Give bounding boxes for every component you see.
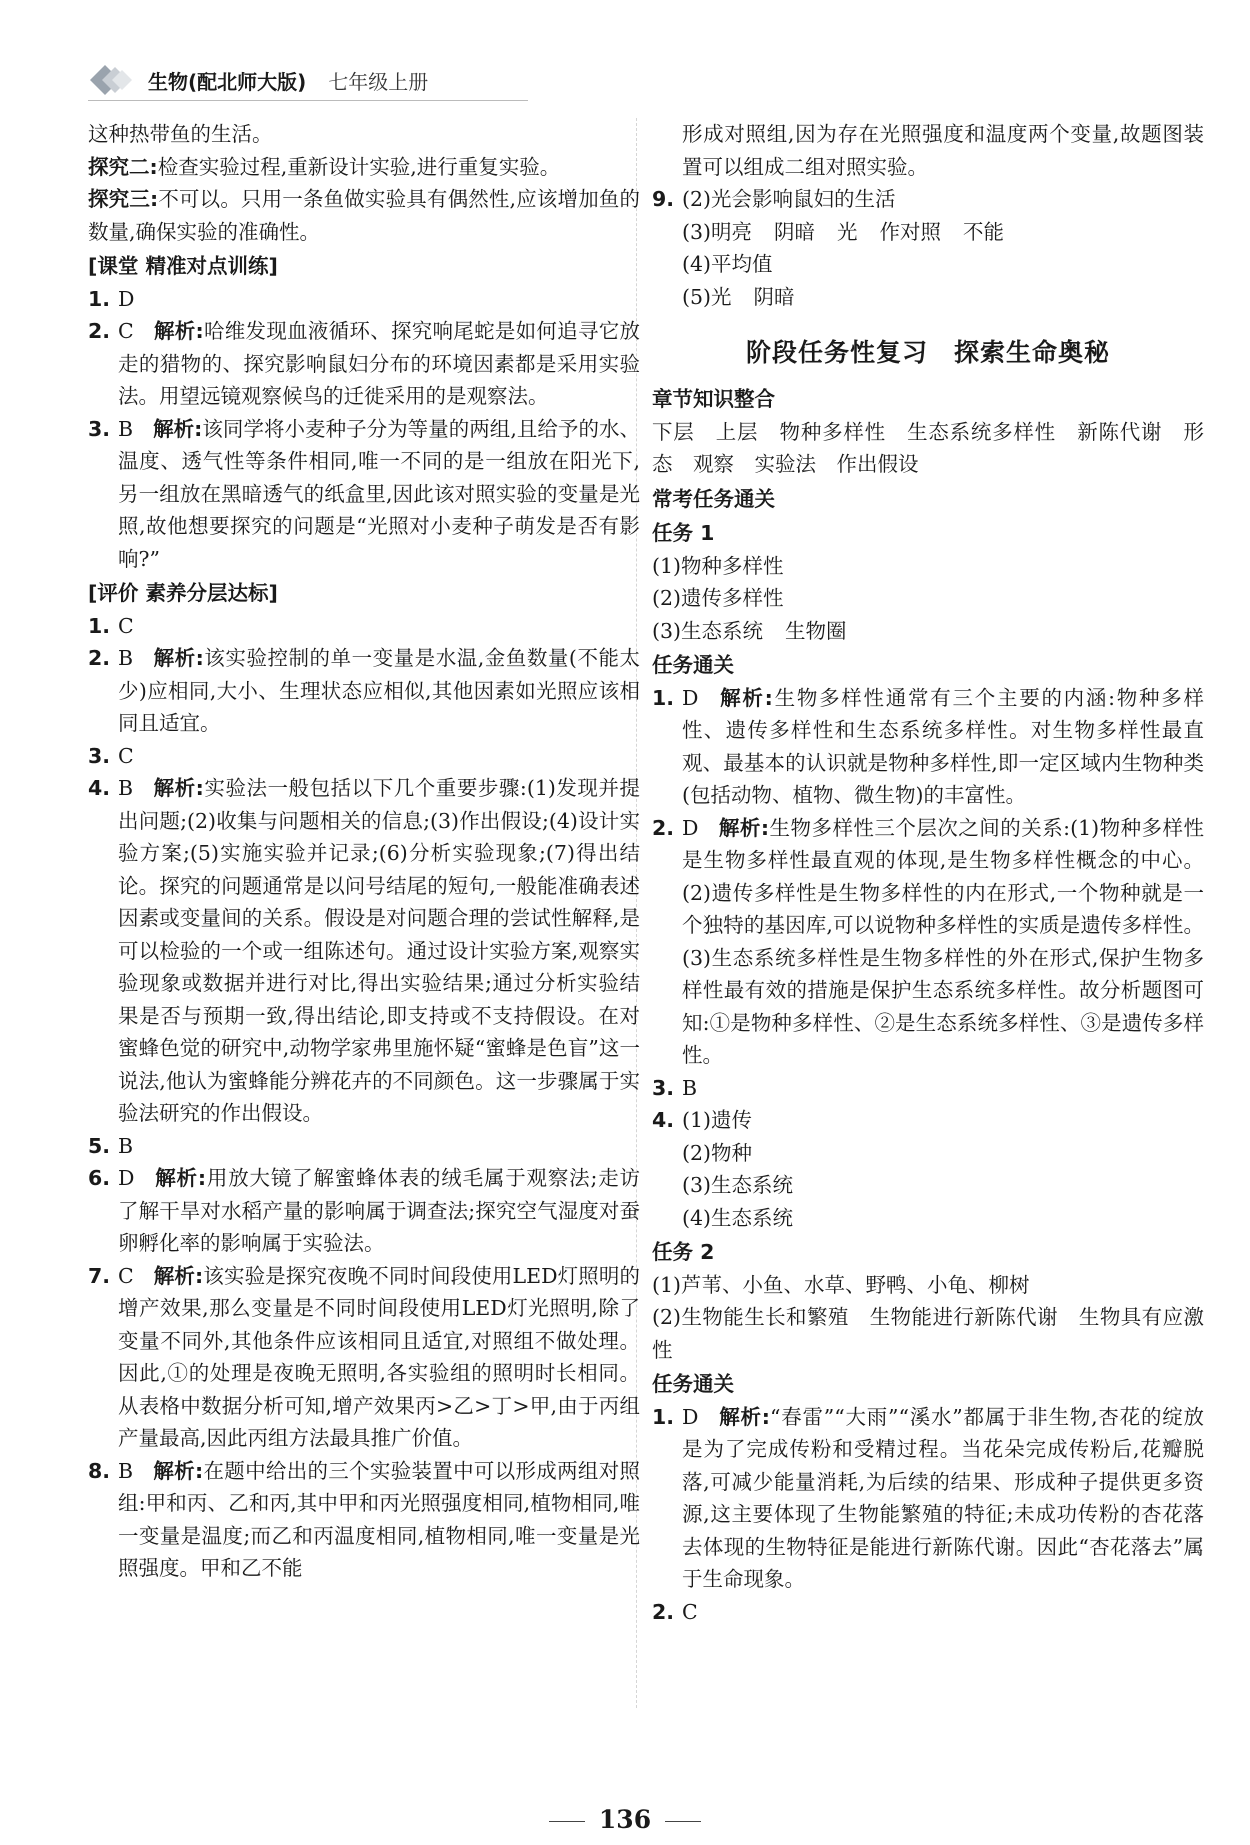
- task-pass-2-items: [652, 1401, 1204, 1629]
- analysis-text: 实验法一般包括以下几个重要步骤:(1)发现并提出问题;(2)收集与问题相关的信息;(3)作出假设;(4)设计实验方案;(5)实施实验并记录;(6)分析实验现象;(7)得出结论。探究的问题通常是以问号结尾的短句,一般能准确表述因素或变量间的关系。假设是对问题合理的尝试性解释,是可以检验的一个或一组陈述句。通过设计实验方案,观察实验现象或数据并进行对比,得出实验结果;通过分析实验结果是否与预期一致,得出结论,即支持或不支持假设。在对蜜蜂色觉的研究中,动物学家弗里施怀疑“蜜蜂是色盲”这一说法,他认为蜜蜂能分辨花卉的不同颜色。这一步骤属于实验法研究的作出假设。: [118, 776, 641, 1125]
- answer-item: [652, 1072, 1204, 1105]
- answer-line: [682, 216, 1204, 249]
- diamond-logo-icon: [88, 63, 140, 97]
- intro-text: 这种热带鱼的生活。: [88, 122, 273, 146]
- answer-part: (4)平均值: [682, 252, 773, 276]
- knowledge-text: 下层 上层 物种多样性 生态系统多样性 新陈代谢 形态 观察 实验法 作出假设: [652, 419, 1204, 476]
- answer-number: 1.: [652, 1404, 675, 1429]
- answer-number: 4.: [88, 776, 111, 800]
- analysis-label: 解析:: [153, 776, 204, 800]
- page-number-text: 136: [598, 1805, 652, 1834]
- task-2-line-2: (2)生物能生长和繁殖 生物能进行新陈代谢 生物具有应激性: [652, 1305, 1204, 1362]
- answer-item: [88, 740, 640, 773]
- answer-body: [118, 772, 640, 1130]
- analysis-label: 解析:: [154, 1166, 207, 1190]
- task-pass-1-items: [652, 682, 1204, 1105]
- explore-two-text: 检查实验过程,重新设计实验,进行重复实验。: [157, 154, 561, 179]
- answer-part: 生物圈: [785, 618, 847, 643]
- answer-part: 不能: [963, 219, 1005, 244]
- answer-item: [652, 812, 1204, 1072]
- answer-number: 1.: [652, 685, 675, 710]
- task-pass-2-title: 任务通关: [652, 1372, 734, 1396]
- explore-three-label: 探究三:: [88, 187, 159, 211]
- review-title-part-2: 探索生命奥秘: [954, 338, 1111, 367]
- explore-three-text: 不可以。只用一条鱼做实验具有偶然性,应该增加鱼的数量,确保实验的准确性。: [88, 187, 641, 244]
- answer-choice: C: [118, 613, 134, 638]
- answer-body: [682, 1401, 1204, 1596]
- question-9-lines: [682, 183, 1204, 313]
- answer-line: [682, 248, 1204, 281]
- analysis-text: 生物多样性三个层次之间的关系:(1)物种多样性是生物多样性最直观的体现,是生物多样性概念的中心。(2)遗传多样性是生物多样性的内在形式,一个物种就是一个独特的基因库,可以说物种多样性的实质是遗传多样性。(3)生态系统多样性是生物多样性的外在形式,保护生物多样性最有效的措施是保护生态系统多样性。故分析题图可知:①是物种多样性、②是生态系统多样性、③是遗传多样性。: [682, 815, 1204, 1067]
- analysis-label: 解析:: [153, 416, 203, 441]
- answer-number: 3.: [88, 743, 111, 768]
- page-number: [0, 1805, 1250, 1834]
- answer-choice: D: [682, 1404, 699, 1429]
- answer-number: 1.: [88, 613, 111, 638]
- answer-choice: C: [682, 1599, 698, 1624]
- answer-body: [118, 642, 640, 740]
- q4-line: (1)遗传: [682, 1108, 753, 1132]
- question-4-lines: [682, 1104, 1204, 1234]
- answer-number: 8.: [88, 1458, 111, 1483]
- answer-body: [118, 1162, 640, 1260]
- question-4: [652, 1104, 1204, 1234]
- analysis-label: 解析:: [153, 646, 204, 670]
- analysis-label: 解析:: [153, 1263, 204, 1288]
- answer-item: [88, 413, 640, 576]
- answer-choice: B: [118, 776, 134, 800]
- analysis-text: 该实验是探究夜晚不同时间段使用LED灯照明的增产效果,那么变量是不同时间段使用LED灯光照明,除了变量不同外,其他条件应该相同且适宜,对照组不做处理。因此,①的处理是夜晚无照明,各实验组的照明时长相同。从表格中数据分析可知,增产效果丙>乙>丁>甲,由于丙组产量最高,因此丙组方法最具推广价值。: [118, 1263, 641, 1450]
- review-title-part-1: 阶段任务性复习: [745, 338, 928, 367]
- answer-choice: D: [118, 286, 135, 311]
- section-title-classroom: [课堂 精准对点训练]: [88, 254, 278, 278]
- left-column: [88, 118, 640, 1585]
- answer-choice: D: [682, 685, 699, 710]
- answer-choice: B: [682, 1075, 698, 1100]
- answer-item: [652, 682, 1204, 812]
- analysis-label: 解析:: [718, 685, 773, 710]
- answer-part: (5)光: [682, 284, 732, 309]
- answer-body: [118, 315, 640, 413]
- page-number-dash-left: [549, 1821, 585, 1822]
- answer-choice: B: [118, 646, 134, 670]
- answer-choice: B: [118, 1133, 134, 1158]
- analysis-label: 解析:: [718, 1404, 770, 1429]
- q4-line: (3)生态系统: [682, 1173, 794, 1197]
- task-2-title: 任务 2: [652, 1240, 715, 1264]
- answer-number: 3.: [88, 416, 111, 441]
- evaluation-items: [88, 610, 640, 1585]
- answer-number: 7.: [88, 1263, 111, 1288]
- answer-item: [88, 1455, 640, 1585]
- answer-line: [652, 582, 1204, 615]
- q4-line: (2)物种: [682, 1140, 753, 1165]
- task-1-title: 任务 1: [652, 521, 715, 545]
- answer-choice: B: [118, 416, 134, 441]
- analysis-text: 生物多样性通常有三个主要的内涵:物种多样性、遗传多样性和生态系统多样性。对生物多样性最直观、最基本的认识就是物种多样性,即一定区域内生物种类(包括动物、植物、微生物)的丰富性。: [682, 685, 1205, 807]
- answer-body: [118, 1260, 640, 1455]
- header-divider: [88, 100, 528, 101]
- answer-part: (2)遗传多样性: [652, 586, 784, 610]
- answer-item: [88, 772, 640, 1130]
- answer-part: 作对照: [879, 219, 942, 244]
- classroom-items: [88, 283, 640, 576]
- answer-line: [652, 550, 1204, 583]
- q4-line: (4)生态系统: [682, 1205, 794, 1230]
- answer-item: [88, 315, 640, 413]
- question-4-number: 4.: [652, 1108, 675, 1132]
- answer-item: [88, 610, 640, 643]
- explore-three: [88, 183, 640, 248]
- answer-body: [682, 1596, 1204, 1629]
- answer-choice: C: [118, 319, 134, 343]
- answer-part: 阴暗: [774, 219, 816, 244]
- section-title-evaluation: [评价 素养分层达标]: [88, 581, 278, 605]
- answer-choice: D: [682, 815, 699, 840]
- answer-item: [88, 283, 640, 316]
- analysis-text: 该实验控制的单一变量是水温,金鱼数量(不能太少)应相同,大小、生理状态应相似,其他因素如光照应该相同且适宜。: [118, 646, 641, 735]
- header-grade: 七年级上册: [328, 69, 429, 94]
- answer-item: [88, 1260, 640, 1455]
- answer-item: [88, 642, 640, 740]
- answer-body: [682, 1072, 1204, 1105]
- answer-number: 2.: [652, 815, 675, 840]
- answer-part: (3)明亮: [682, 219, 753, 244]
- analysis-text: 哈维发现血液循环、探究响尾蛇是如何追寻它放走的猎物的、探究影响鼠妇分布的环境因素都是采用实验法。用望远镜观察候鸟的迁徙采用的是观察法。: [118, 319, 641, 408]
- review-title: [652, 333, 1204, 373]
- answer-number: 2.: [88, 319, 111, 343]
- right-column: [652, 118, 1204, 1628]
- answer-body: [118, 740, 640, 773]
- analysis-label: 解析:: [153, 1458, 204, 1483]
- answer-line: [682, 281, 1204, 314]
- answer-part: 阴暗: [753, 284, 795, 309]
- page-number-dash-right: [665, 1821, 701, 1822]
- task-1-lines: [652, 550, 1204, 648]
- answer-number: 3.: [652, 1075, 675, 1100]
- task-pass-1-title: 任务通关: [652, 653, 734, 677]
- common-tasks-title: 常考任务通关: [652, 486, 775, 511]
- answer-number: 1.: [88, 286, 111, 311]
- answer-line: [682, 183, 1204, 216]
- analysis-text: “春雷”“大雨”“溪水”都属于非生物,杏花的绽放是为了完成传粉和受精过程。当花朵完成传粉后,花瓣脱落,可减少能量消耗,为后续的结果、形成种子提供更多资源,这主要体现了生物能繁殖的特征;未成功传粉的杏花落去体现的生物特征是能进行新陈代谢。因此“杏花落去”属于生命现象。: [682, 1404, 1204, 1591]
- explore-two: [88, 151, 640, 184]
- header-subject: 生物(配北师大版): [148, 69, 307, 94]
- answer-choice: B: [118, 1458, 134, 1483]
- answer-body: [682, 812, 1204, 1072]
- question-9-number: 9.: [652, 187, 675, 211]
- answer-number: 6.: [88, 1166, 111, 1190]
- analysis-label: 解析:: [153, 319, 204, 343]
- analysis-label: 解析:: [718, 815, 770, 840]
- answer-part: (3)生态系统: [652, 618, 764, 643]
- answer-number: 5.: [88, 1133, 111, 1158]
- question-9: [652, 183, 1204, 313]
- analysis-text: 在题中给出的三个实验装置中可以形成两组对照组:甲和丙、乙和丙,其中甲和丙光照强度相同,植物相同,唯一变量是温度;而乙和丙温度相同,植物相同,唯一变量是光照强度。甲和乙不能: [118, 1458, 641, 1580]
- knowledge-title: 章节知识整合: [652, 387, 775, 411]
- answer-body: [118, 610, 640, 643]
- answer-part: 光: [837, 219, 858, 244]
- analysis-text: 用放大镜了解蜜蜂体表的绒毛属于观察法;走访了解干旱对水稻产量的影响属于调查法;探究空气湿度对蚕卵孵化率的影响属于实验法。: [118, 1166, 641, 1255]
- answer-line: [652, 615, 1204, 648]
- answer-choice: C: [118, 743, 134, 768]
- answer-item: [652, 1401, 1204, 1596]
- answer-number: 2.: [88, 646, 111, 670]
- answer-body: [118, 1130, 640, 1163]
- continued-text: 形成对照组,因为存在光照强度和温度两个变量,故题图装置可以组成二组对照实验。: [682, 122, 1204, 179]
- answer-body: [118, 283, 640, 316]
- task-2-line-1: (1)芦苇、小鱼、水草、野鸭、小龟、柳树: [652, 1272, 1030, 1297]
- answer-item: [652, 1596, 1204, 1629]
- explore-two-label: 探究二:: [88, 154, 158, 179]
- analysis-text: 该同学将小麦种子分为等量的两组,且给予的水、温度、透气性等条件相同,唯一不同的是一组放在阳光下,另一组放在黑暗透气的纸盒里,因此该对照实验的变量是光照,故他想要探究的问题是“光照对小麦种子萌发是否有影响?”: [118, 416, 641, 571]
- answer-item: [88, 1162, 640, 1260]
- answer-body: [682, 682, 1204, 812]
- answer-choice: C: [118, 1263, 134, 1288]
- page-header: [88, 60, 528, 100]
- answer-item: [88, 1130, 640, 1163]
- answer-choice: D: [118, 1166, 135, 1190]
- answer-number: 2.: [652, 1599, 675, 1624]
- answer-part: (2)光会影响鼠妇的生活: [682, 187, 896, 211]
- answer-body: [118, 413, 640, 576]
- answer-part: (1)物种多样性: [652, 553, 784, 578]
- answer-body: [118, 1455, 640, 1585]
